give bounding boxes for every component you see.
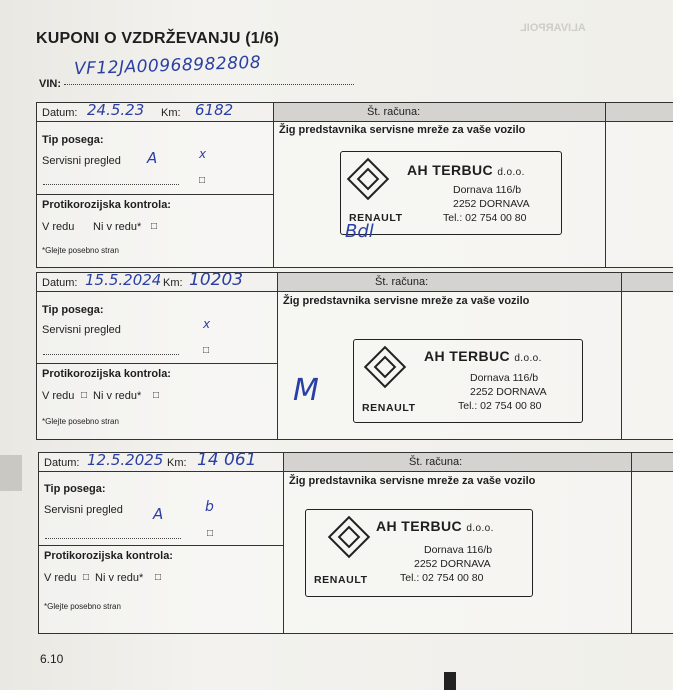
km-label: Km:: [167, 457, 187, 469]
stamp-address: Dornava 116/b: [424, 544, 493, 556]
datum-value: 15.5.2024: [85, 271, 162, 289]
stamp-dealer: AH TERBUC d.o.o.: [424, 348, 542, 364]
coupon-1: [36, 102, 673, 268]
v-redu-label: V redu: [42, 221, 75, 233]
section-divider: [37, 194, 273, 195]
stamp-address: Dornava 116/b: [453, 184, 522, 196]
other-dotted-line: [43, 353, 179, 355]
datum-label: Datum:: [42, 277, 78, 289]
stamp-dealer-suffix: d.o.o.: [466, 523, 494, 534]
bleed-through-text: ALIVARPOIL: [520, 22, 586, 34]
stamp-brand: RENAULT: [314, 574, 368, 586]
other-checkbox: □: [199, 175, 206, 186]
datum-value: 12.5.2025: [87, 451, 164, 469]
coupon-2: [36, 272, 673, 440]
other-checkbox: □: [203, 345, 210, 356]
stamp-tel: Tel.: 02 754 00 80: [400, 572, 484, 584]
protikor-label: Protikorozijska kontrola:: [42, 199, 171, 211]
page-number: 6.10: [40, 652, 64, 666]
zig-label: Žig predstavnika servisne mreže za vaše vozilo: [279, 124, 526, 136]
renault-logo-icon: [364, 346, 406, 388]
km-label: Km:: [161, 107, 181, 119]
page-edge-shadow: [0, 455, 22, 491]
signature: Bdl: [345, 221, 374, 242]
glejte-note: *Glejte posebno stran: [42, 246, 119, 255]
vin-dotted-line: [64, 84, 354, 85]
ni-v-redu-label: Ni v redu*: [93, 390, 142, 402]
column-divider: [283, 471, 284, 633]
service-checkmark: x: [199, 147, 207, 161]
protikor-label: Protikorozijska kontrola:: [42, 368, 171, 380]
racun-label: Št. računa:: [375, 276, 429, 288]
page-title: KUPONI O VZDRŽEVANJU (1/6): [36, 30, 280, 47]
km-value: 14 061: [197, 450, 257, 470]
other-dotted-line: [45, 537, 181, 539]
stamp-brand: RENAULT: [349, 212, 403, 224]
glejte-note: *Glejte posebno stran: [42, 417, 119, 426]
column-divider: [273, 121, 274, 267]
v-redu-label: V redu: [42, 390, 75, 402]
stamp-dealer-suffix: d.o.o.: [514, 353, 542, 364]
glejte-note: *Glejte posebno stran: [44, 602, 121, 611]
coupon-3: [38, 452, 673, 634]
datum-label: Datum:: [44, 457, 80, 469]
v-redu-label: V redu: [44, 572, 77, 584]
servisni-label: Servisni pregled: [44, 504, 123, 516]
section-divider: [39, 545, 283, 546]
racun-label: Št. računa:: [409, 456, 463, 468]
stamp-dealer-suffix: d.o.o.: [497, 167, 525, 178]
km-label: Km:: [163, 277, 183, 289]
stamp-tel: Tel.: 02 754 00 80: [458, 400, 542, 412]
tip-label: Tip posega:: [42, 134, 104, 146]
tip-label: Tip posega:: [42, 304, 104, 316]
renault-logo-icon: [328, 516, 370, 558]
v-redu-checkbox: □: [83, 572, 90, 583]
column-divider-right: [631, 453, 632, 633]
vin-label: VIN:: [39, 78, 61, 90]
dealer-stamp: [353, 339, 583, 423]
zig-label: Žig predstavnika servisne mreže za vaše vozilo: [283, 295, 530, 307]
service-mark: A: [147, 149, 158, 167]
stamp-city: 2252 DORNAVA: [470, 386, 547, 398]
column-divider-right: [605, 103, 606, 267]
ni-v-redu-checkbox: □: [155, 572, 162, 583]
racun-label: Št. računa:: [367, 106, 421, 118]
ni-v-redu-label: Ni v redu*: [95, 572, 144, 584]
service-checkmark: x: [203, 317, 211, 331]
ni-v-redu-label: Ni v redu*: [93, 221, 142, 233]
tip-label: Tip posega:: [44, 483, 106, 495]
stamp-city: 2252 DORNAVA: [453, 198, 530, 210]
stamp-brand: RENAULT: [362, 402, 416, 414]
protikor-label: Protikorozijska kontrola:: [44, 550, 173, 562]
stamp-dealer: AH TERBUC d.o.o.: [407, 162, 525, 178]
v-redu-checkbox: □: [81, 390, 88, 401]
ni-v-redu-checkbox: □: [151, 221, 158, 232]
binding-mark: [444, 672, 456, 690]
servisni-label: Servisni pregled: [42, 155, 121, 167]
stamp-dealer: AH TERBUC d.o.o.: [376, 518, 494, 534]
stamp-address: Dornava 116/b: [470, 372, 539, 384]
vin-handwritten-value: VF12JA00968982808: [73, 52, 262, 80]
dealer-stamp: [305, 509, 533, 597]
signature: M: [293, 373, 319, 408]
ni-v-redu-checkbox: □: [153, 390, 160, 401]
stamp-tel: Tel.: 02 754 00 80: [443, 212, 527, 224]
column-divider: [277, 291, 278, 439]
service-checkmark: b: [205, 499, 214, 515]
km-value: 6182: [195, 101, 234, 119]
section-divider: [37, 363, 277, 364]
datum-label: Datum:: [42, 107, 78, 119]
service-mark: A: [153, 505, 164, 523]
km-value: 10203: [189, 270, 244, 290]
servisni-label: Servisni pregled: [42, 324, 121, 336]
renault-logo-icon: [347, 158, 389, 200]
zig-label: Žig predstavnika servisne mreže za vaše vozilo: [289, 475, 536, 487]
other-checkbox: □: [207, 528, 214, 539]
other-dotted-line: [43, 183, 179, 185]
stamp-city: 2252 DORNAVA: [414, 558, 491, 570]
column-divider-right: [621, 273, 622, 439]
datum-value: 24.5.23: [87, 101, 145, 119]
